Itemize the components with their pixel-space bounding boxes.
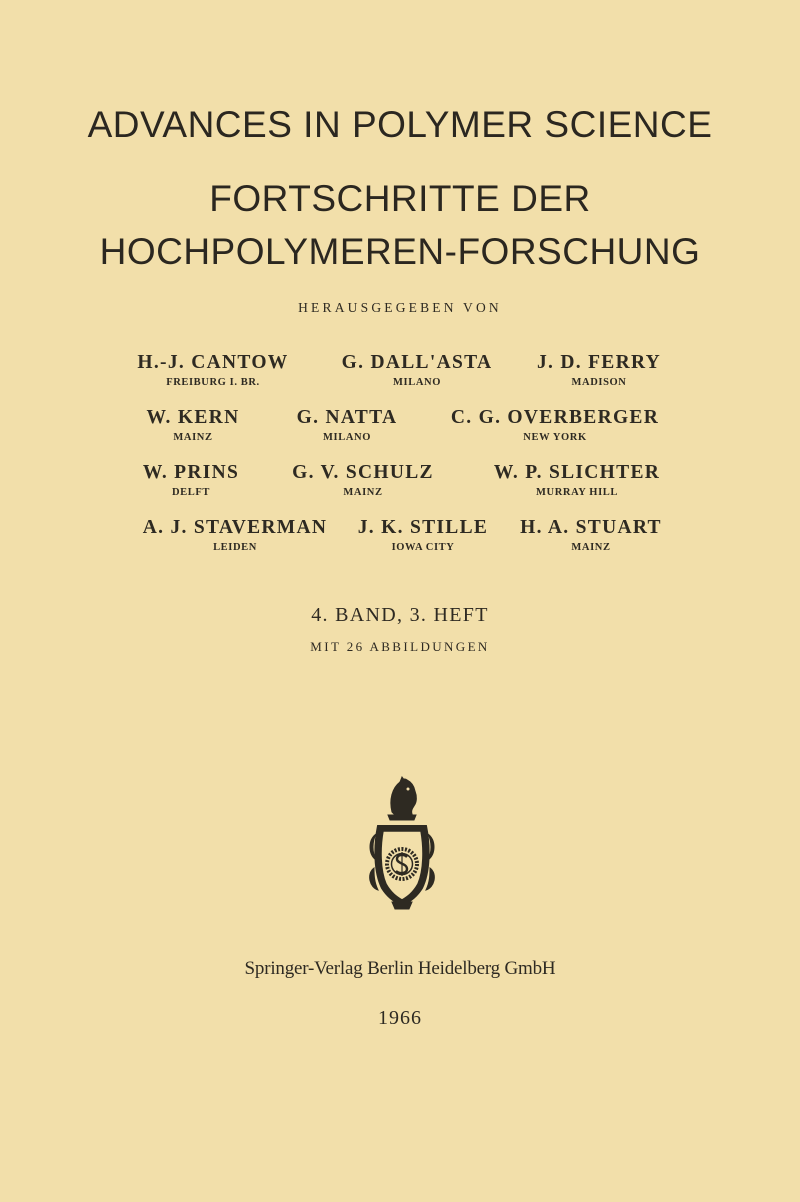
editor-name: W. P. SLICHTER — [493, 462, 661, 483]
publication-year: 1966 — [378, 1007, 422, 1029]
editor-name: J. K. STILLE — [357, 517, 489, 538]
editor-entry — [337, 350, 497, 390]
springer-knight-icon — [362, 776, 442, 911]
editor-name: G. NATTA — [296, 407, 398, 428]
title-german-line-2: HOCHPOLYMEREN-FORSCHUNG — [99, 231, 701, 272]
editor-name: W. PRINS — [142, 462, 240, 483]
editor-city: MAINZ — [173, 432, 213, 443]
editor-entry — [123, 405, 263, 445]
figures-note: MIT 26 ABBILDUNGEN — [310, 639, 490, 654]
editor-city: MILANO — [323, 432, 371, 443]
editor-name: A. J. STAVERMAN — [142, 517, 328, 538]
editor-entry — [278, 460, 448, 500]
title-english: ADVANCES IN POLYMER SCIENCE — [87, 104, 713, 145]
editor-city: MAINZ — [343, 487, 383, 498]
editor-entry — [519, 350, 679, 390]
editor-name: H. A. STUART — [520, 517, 662, 538]
editor-entry — [121, 460, 261, 500]
title-german-line-1: FORTSCHRITTE DER — [209, 178, 591, 219]
editor-city: LEIDEN — [213, 542, 257, 553]
editor-name: G. DALL'ASTA — [341, 352, 493, 373]
editor-name: H.-J. CANTOW — [137, 352, 289, 373]
publisher-name: Springer-Verlag Berlin Heidelberg GmbH — [244, 958, 556, 979]
editors-label: HERAUSGEGEBEN VON — [298, 300, 502, 315]
editors-list — [0, 350, 800, 570]
editor-city: MILANO — [393, 377, 441, 388]
editor-entry — [440, 405, 670, 445]
editor-name: C. G. OVERBERGER — [450, 407, 660, 428]
editor-city: DELFT — [171, 487, 210, 498]
editor-entry — [348, 515, 498, 555]
editor-name: G. V. SCHULZ — [292, 462, 434, 483]
editor-city: MURRAY HILL — [536, 487, 618, 498]
editor-city: FREIBURG I. BR. — [166, 377, 260, 388]
editor-name: J. D. FERRY — [536, 352, 662, 373]
title-german — [0, 172, 800, 278]
editor-city: NEW YORK — [523, 432, 587, 443]
editor-name: W. KERN — [146, 407, 240, 428]
editor-city: MAINZ — [571, 542, 611, 553]
volume-info: 4. BAND, 3. HEFT — [311, 604, 489, 626]
editor-entry — [277, 405, 417, 445]
editor-city: MADISON — [571, 377, 627, 388]
editor-entry — [135, 515, 335, 555]
editor-entry — [482, 460, 672, 500]
editor-city: IOWA CITY — [391, 542, 455, 553]
editor-entry — [506, 515, 676, 555]
editor-entry — [133, 350, 293, 390]
